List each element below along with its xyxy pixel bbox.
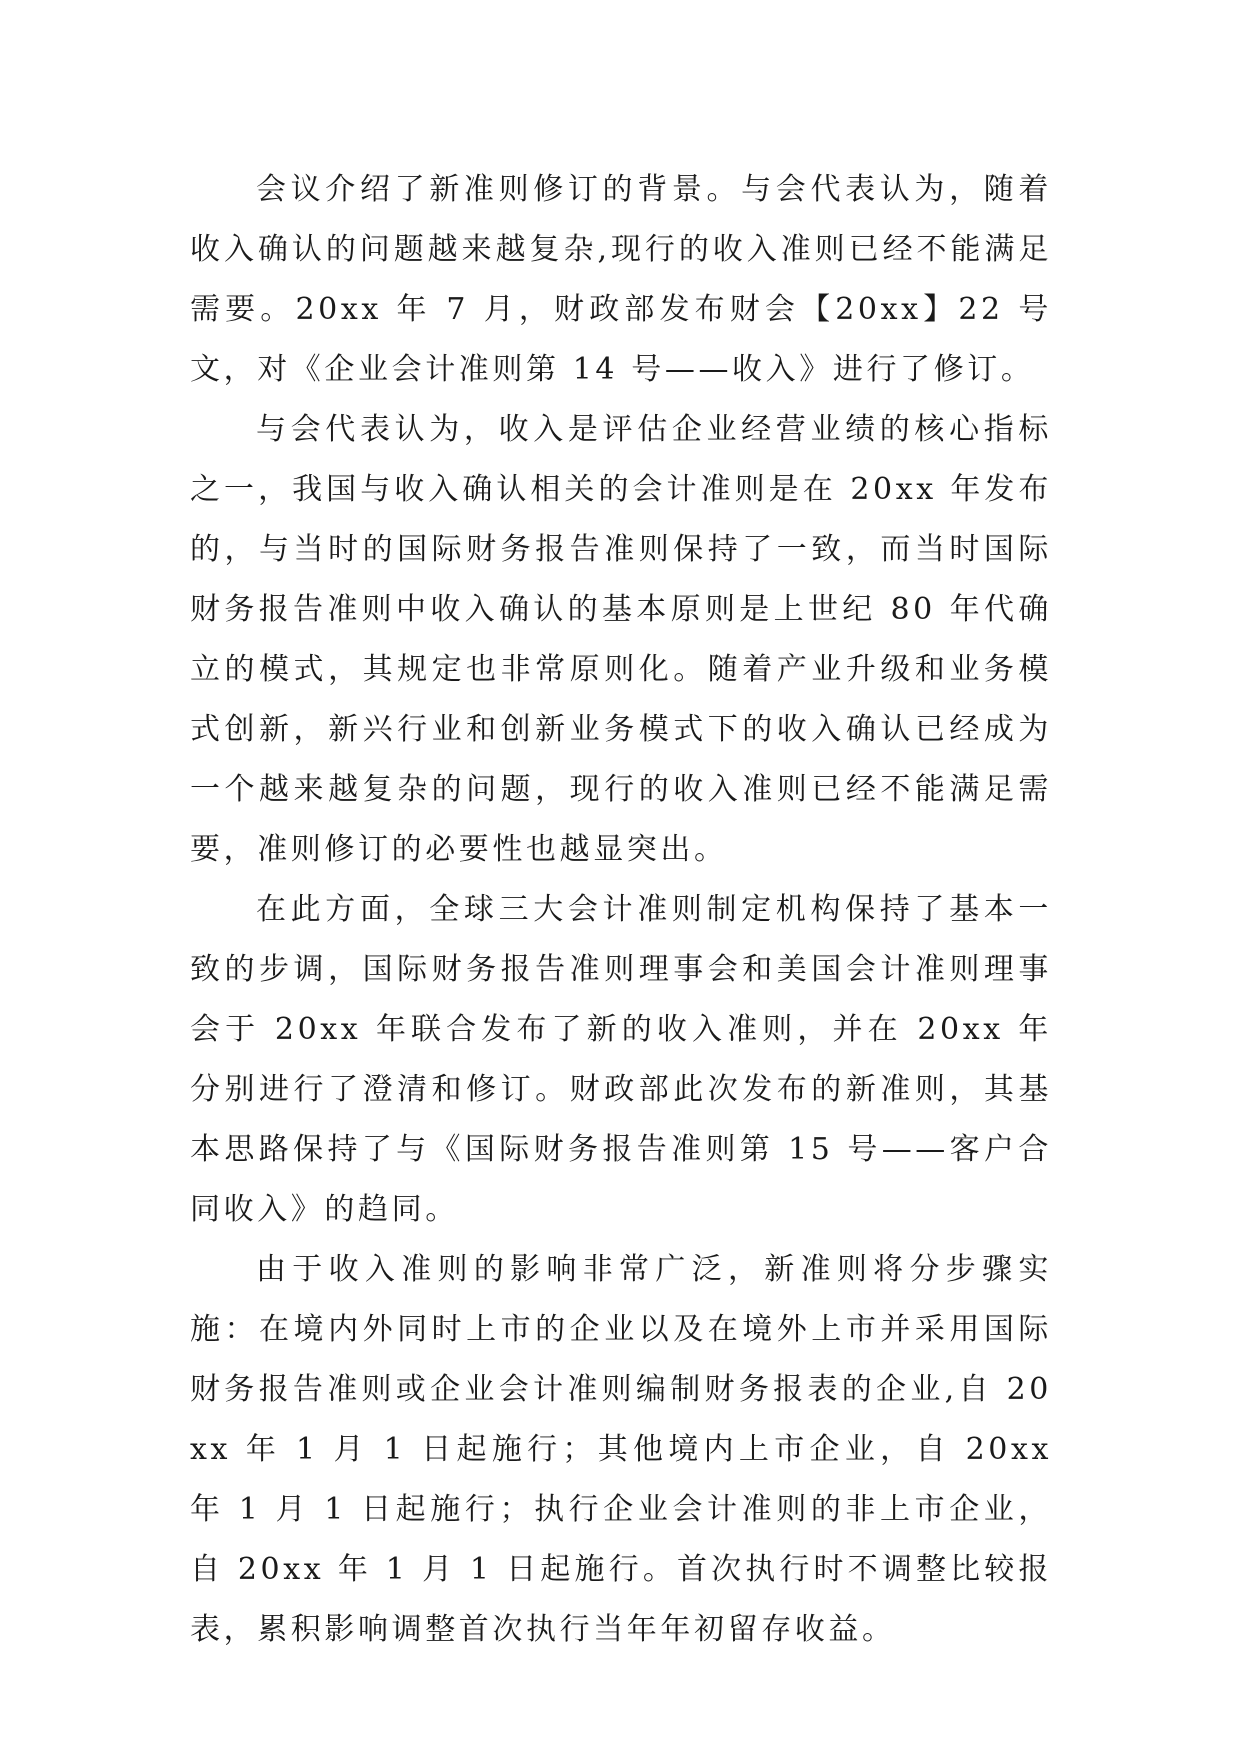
paragraph-background: 会议介绍了新准则修订的背景。与会代表认为，随着收入确认的问题越来越复杂,现行的收入准则已经不能满足需要。20xx 年 7 月，财政部发布财会【20xx】22 号文，对《企业会计准则第 14 号——收入》进行了修订。 bbox=[190, 172, 1052, 387]
paragraph-implementation-schedule: 由于收入准则的影响非常广泛，新准则将分步骤实施：在境内外同时上市的企业以及在境外上市并采用国际财务报告准则或企业会计准则编制财务报表的企业,自 20xx 年 1 月 1 日起施行；其他境内上市企业，自 20xx 年 1 月 1 日起施行；执行企业会计准则的非上市企业，自 20xx 年 1 月 1 日起施行。首次执行时不调整比较报表，累积影响调整首次执行当年年初留存收益。 bbox=[190, 1252, 1052, 1647]
paragraph-global-convergence: 在此方面，全球三大会计准则制定机构保持了基本一致的步调，国际财务报告准则理事会和美国会计准则理事会于 20xx 年联合发布了新的收入准则，并在 20xx 年分别进行了澄清和修订。财政部此次发布的新准则，其基本思路保持了与《国际财务报告准则第 15 号——客户合同收入》的趋同。 bbox=[190, 892, 1052, 1227]
paragraph-revenue-importance: 与会代表认为，收入是评估企业经营业绩的核心指标之一，我国与收入确认相关的会计准则是在 20xx 年发布的，与当时的国际财务报告准则保持了一致，而当时国际财务报告准则中收入确认的基本原则是上世纪 80 年代确立的模式，其规定也非常原则化。随着产业升级和业务模式创新，新兴行业和创新业务模式下的收入确认已经成为一个越来越复杂的问题，现行的收入准则已经不能满足需要，准则修订的必要性也越显突出。 bbox=[190, 412, 1052, 867]
document-body bbox=[190, 160, 1052, 1660]
